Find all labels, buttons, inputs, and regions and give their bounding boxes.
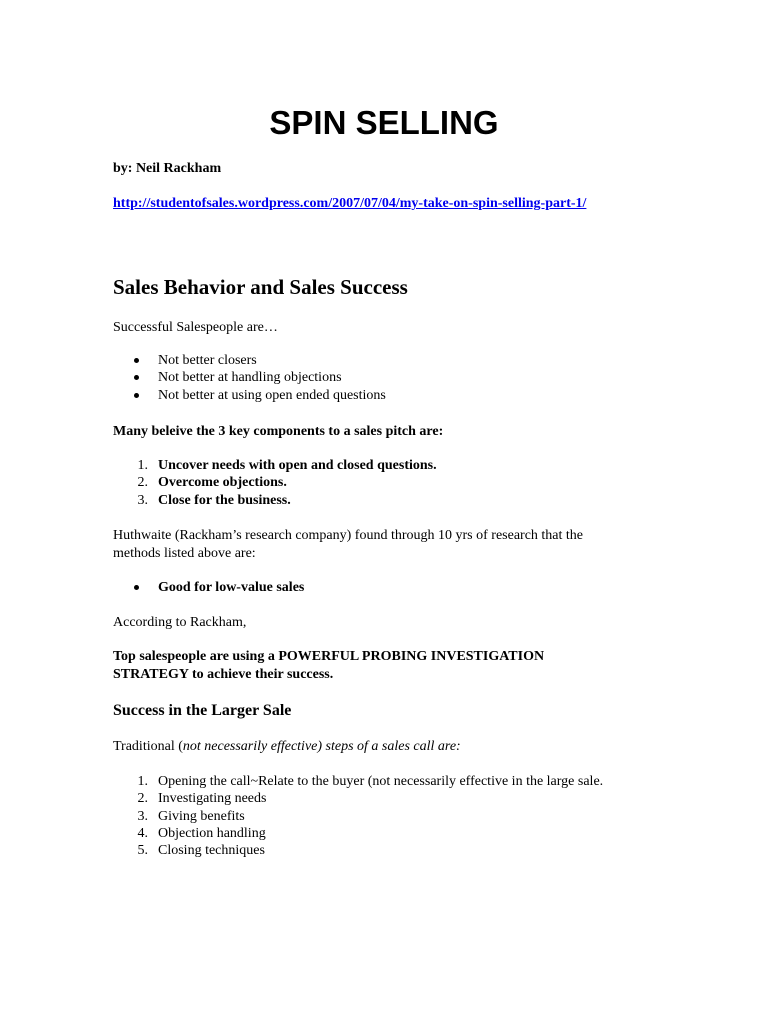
research-list xyxy=(113,579,304,596)
list-item: Not better at using open ended questions xyxy=(113,387,386,404)
intro-text: Successful Salespeople are… xyxy=(113,320,278,335)
list-item: Good for low-value sales xyxy=(113,579,304,596)
successful-salespeople-list xyxy=(113,352,386,404)
source-link[interactable]: http://studentofsales.wordpress.com/2007/07/04/my-take-on-spin-selling-part-1/ xyxy=(113,196,587,211)
list-item: 5. Closing techniques xyxy=(137,843,265,859)
list-item: 1. Uncover needs with open and closed questions. xyxy=(137,458,437,473)
research-paragraph: Huthwaite (Rackham’s research company) found through 10 yrs of research that the methods listed above are: xyxy=(113,528,584,561)
top-salespeople-paragraph: Top salespeople are using a POWERFUL PROBING INVESTIGATION STRATEGY to achieve their success. xyxy=(113,649,545,682)
list-item: 4. Objection handling xyxy=(137,825,266,841)
bullet-icon xyxy=(134,358,139,363)
according-text: According to Rackham, xyxy=(113,615,247,630)
list-item: 2. Overcome objections. xyxy=(137,475,287,491)
section-heading-sales-behavior: Sales Behavior and Sales Success xyxy=(113,275,408,299)
list-item: 3. Close for the business. xyxy=(137,492,291,508)
bullet-icon xyxy=(134,585,139,590)
list-item: Not better at handling objections xyxy=(113,369,386,386)
list-item: 1. Opening the call~Relate to the buyer (not necessarily effective in the large sale. xyxy=(137,774,604,789)
traditional-steps-intro: Traditional (not necessarily effective) steps of a sales call are: xyxy=(113,739,461,754)
document-title: SPIN SELLING xyxy=(269,104,499,141)
bullet-icon xyxy=(134,393,139,398)
components-heading: Many beleive the 3 key components to a sales pitch are: xyxy=(113,424,444,439)
author-byline: by: Neil Rackham xyxy=(113,161,222,176)
list-item: 2. Investigating needs xyxy=(137,791,267,807)
section-heading-larger-sale: Success in the Larger Sale xyxy=(113,702,292,719)
list-item: 3. Giving benefits xyxy=(137,808,245,824)
components-list xyxy=(113,457,437,509)
bullet-icon xyxy=(134,375,139,380)
sales-call-steps-list xyxy=(113,773,603,859)
list-item: Not better closers xyxy=(113,352,386,369)
